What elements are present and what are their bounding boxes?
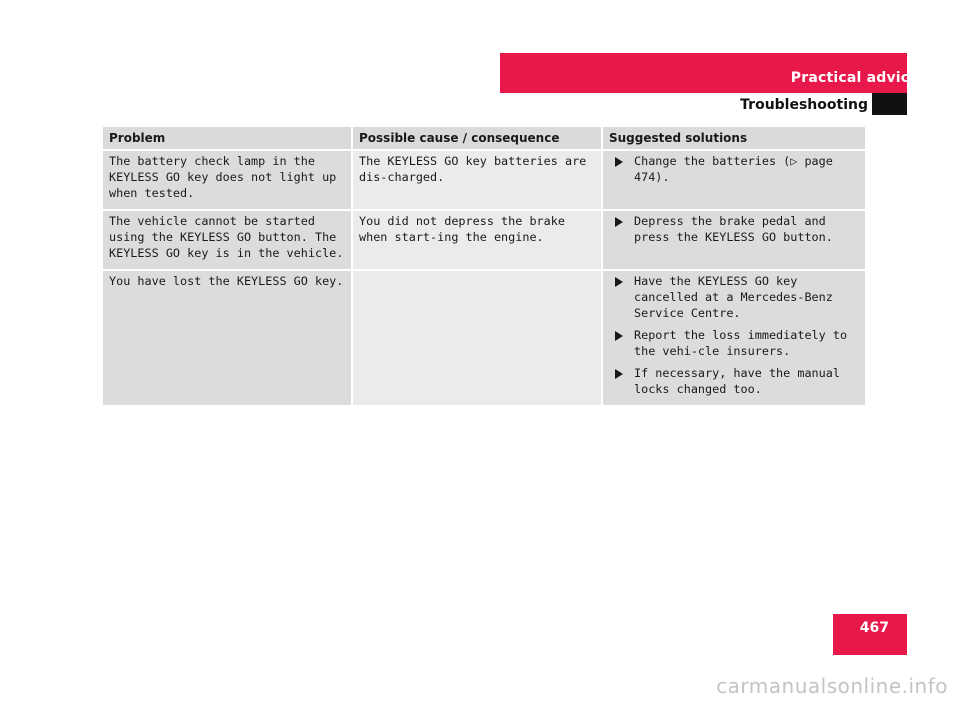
- section-title: Practical advice: [790, 70, 919, 86]
- problem-cell: The battery check lamp in the KEYLESS GO key does not light up when tested.: [103, 151, 351, 209]
- column-header-solutions: Suggested solutions: [603, 127, 865, 149]
- solution-item: Report the loss immediately to the vehi-cle insurers.: [609, 327, 859, 359]
- solutions-cell: [603, 211, 865, 269]
- cause-cell: The KEYLESS GO key batteries are dis-charged.: [353, 151, 601, 209]
- bullet-arrow-icon: [615, 277, 623, 287]
- bullet-arrow-icon: [615, 331, 623, 341]
- problem-cell: The vehicle cannot be started using the KEYLESS GO button. The KEYLESS GO key is in the vehicle.: [103, 211, 351, 269]
- bullet-arrow-icon: [615, 217, 623, 227]
- subsection-title: Troubleshooting: [740, 97, 868, 113]
- problem-cell: You have lost the KEYLESS GO key.: [103, 271, 351, 405]
- table-row: [103, 151, 865, 209]
- thumb-tab-marker: [872, 93, 907, 115]
- column-header-problem: Problem: [103, 127, 351, 149]
- solution-item: If necessary, have the manual locks changed too.: [609, 365, 859, 397]
- solution-item: Depress the brake pedal and press the KEYLESS GO button.: [609, 213, 859, 245]
- page-number-box: [833, 614, 907, 655]
- cause-cell: You did not depress the brake when start-ing the engine.: [353, 211, 601, 269]
- cause-cell: [353, 271, 601, 405]
- solutions-cell: [603, 271, 865, 405]
- page-number: 467: [859, 620, 889, 636]
- watermark: carmanualsonline.info: [716, 674, 948, 698]
- bullet-arrow-icon: [615, 157, 623, 167]
- bullet-arrow-icon: [615, 369, 623, 379]
- table-row: [103, 211, 865, 269]
- table-row: [103, 271, 865, 405]
- solutions-cell: [603, 151, 865, 209]
- solution-item: Change the batteries (▷ page 474).: [609, 153, 859, 185]
- troubleshooting-table: [101, 125, 867, 407]
- solution-item: Have the KEYLESS GO key cancelled at a Mercedes-Benz Service Centre.: [609, 273, 859, 321]
- column-header-cause: Possible cause / consequence: [353, 127, 601, 149]
- table-header-row: [103, 127, 865, 149]
